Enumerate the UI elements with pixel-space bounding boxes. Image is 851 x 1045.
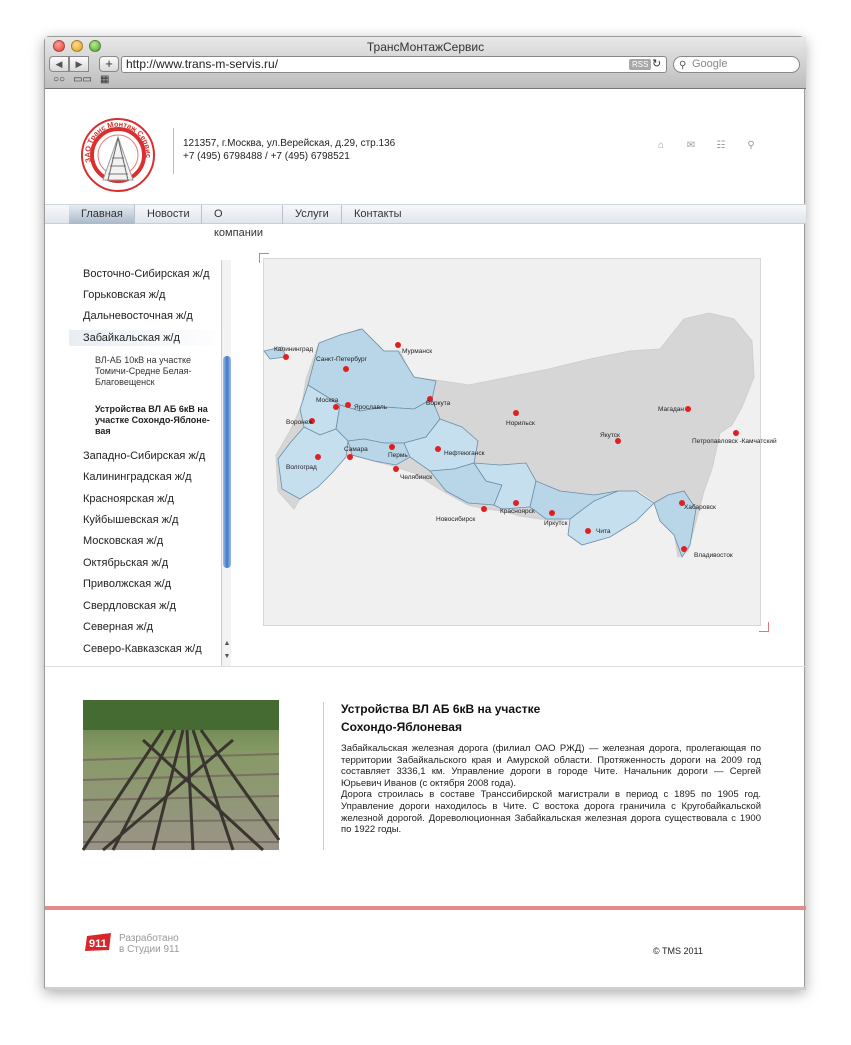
mail-icon[interactable]: ✉ (686, 140, 696, 151)
browser-toolbar (45, 37, 806, 89)
address-bar[interactable]: http://www.trans-m-servis.ru/ (121, 56, 667, 73)
city-label-spb: Санкт-Петербург (316, 356, 367, 363)
list-item[interactable]: Восточно-Сибирская ж/д (83, 268, 210, 280)
add-bookmark-button[interactable]: + (99, 56, 119, 72)
web-page (45, 90, 806, 990)
city-label-murmansk: Мурманск (402, 348, 433, 355)
article-title-line: Устройства ВЛ АБ 6кВ на участке (341, 702, 541, 716)
list-item[interactable]: Северная ж/д (83, 621, 154, 633)
city-label-krasnoyarsk: Красноярск (500, 508, 535, 515)
russia-map-svg[interactable] (264, 259, 777, 627)
city-label-norilsk: Норильск (506, 420, 535, 427)
city-label-kaliningrad: Калининград (274, 346, 314, 353)
list-item[interactable]: Приволжская ж/д (83, 578, 172, 590)
window-title: ТрансМонтажСервис (366, 40, 485, 54)
home-icon[interactable]: ⌂ (657, 140, 665, 151)
article-paragraph: Дорога строилась в составе Транссибирской магистрали в период с 1895 по 1905 год. Управление дороги находилось в Чите. С востока дорога граничила с Кругобайкальской железной дорогой. Дореволюционная Забайкальская железная дорога существовала с 1900 по 1922 годы. (341, 789, 761, 836)
svg-text:ЗАО Транс Монтаж Сервис: ЗАО Транс Монтаж Сервис (82, 119, 154, 164)
svg-text:911: 911 (89, 938, 107, 950)
city-label-chita: Чита (596, 528, 611, 535)
list-item[interactable]: Московская ж/д (83, 535, 164, 547)
city-label-volgograd: Волгоград (286, 464, 317, 471)
search-field[interactable] (673, 56, 800, 73)
list-item[interactable]: Дальневосточная ж/д (83, 310, 193, 322)
city-label-yaroslavl: Ярославль (354, 404, 388, 411)
header-icons (655, 140, 757, 151)
developer-credit-line: в Студии 911 (119, 944, 180, 955)
list-item[interactable]: Калининградская ж/д (83, 471, 192, 483)
sitemap-icon[interactable]: ☷ (716, 140, 726, 151)
railway-photo (83, 700, 279, 850)
city-label-moscow: Москва (316, 397, 339, 404)
city-label-voronezh: Воронеж (286, 419, 313, 426)
reload-icon[interactable]: ↻ (652, 58, 662, 70)
list-item[interactable]: Красноярская ж/д (83, 493, 174, 505)
sidebar-scrollbar[interactable] (221, 260, 231, 667)
rss-badge[interactable]: RSS (629, 59, 651, 70)
article-title (341, 700, 641, 736)
city-label-novosibirsk: Новосибирск (436, 516, 476, 523)
city-label-khabarovsk: Хабаровск (684, 504, 716, 511)
contact-info (183, 137, 395, 163)
menu-item-about[interactable]: О компании (202, 205, 283, 224)
bookmarks-bar (53, 74, 109, 85)
company-logo[interactable] (79, 116, 157, 194)
city-label-petropavlovsk: Петропавловск -Камчатский (692, 438, 777, 445)
menu-item-services[interactable]: Услуги (283, 205, 342, 224)
main-menu (45, 204, 806, 239)
search-icon[interactable]: ⚲ (747, 140, 755, 151)
developer-credit-line: Разработано (119, 933, 179, 944)
article-paragraph: Забайкальская железная дорога (филиал ОАО РЖД) — железная дорога, пролегающая по территории Забайкальского края и Амурской области. Протяженность дороги на 2009 год составляет 3336,1 км. Управление дороги в городе Чите. Начальник дороги — Сергей Юрьевич Иванов (с октября 2008 года). (341, 743, 761, 789)
history-buttons (49, 56, 89, 72)
book-icon[interactable]: ▭▭ (73, 74, 92, 85)
list-item[interactable]: Горьковская ж/д (83, 289, 166, 301)
search-placeholder: Google (692, 58, 728, 70)
article-title-line: Сохондо-Яблоневая (341, 720, 462, 734)
studio-911-logo[interactable] (85, 932, 113, 952)
scrollbar-thumb[interactable] (223, 356, 231, 568)
city-label-nefteyugansk: Нефтеюганск (444, 450, 485, 457)
city-label-perm: Пермь (388, 452, 408, 459)
city-label-magadan: Магадан (658, 406, 684, 413)
list-item[interactable]: Северо-Кавказская ж/д (83, 643, 202, 655)
window-bottom-bar (45, 987, 806, 990)
scroll-down-arrow[interactable]: ▼ (223, 653, 231, 660)
list-item[interactable]: Октябрьская ж/д (83, 557, 169, 569)
city-label-yakutsk: Якутск (600, 432, 620, 439)
railway-list (69, 260, 233, 668)
search-icon: ⚲ (679, 60, 687, 71)
reading-glasses-icon[interactable]: ○○ (53, 74, 66, 85)
sub-item-active[interactable]: Устройства ВЛ АБ 6кВ на участке Сохондо-Яблоне-вая (95, 404, 210, 436)
address-text: 121357, г.Москва, ул.Верейская, д.29, стр.136 (183, 138, 396, 149)
footer-accent-line (45, 906, 806, 910)
menu-item-news[interactable]: Новости (135, 205, 202, 224)
article-text (341, 743, 761, 836)
back-button[interactable]: ◀ (49, 56, 69, 72)
menu-item-contacts[interactable]: Контакты (354, 208, 402, 220)
menu-item-home[interactable]: Главная (69, 205, 135, 224)
city-label-vladivostok: Владивосток (694, 552, 733, 559)
browser-window (44, 36, 805, 989)
grid-icon[interactable]: ▦ (100, 74, 110, 85)
section-divider (45, 666, 806, 667)
content-divider (323, 702, 324, 850)
city-label-chelyabinsk: Челябинск (400, 474, 433, 481)
copyright: © TMS 2011 (653, 946, 703, 956)
scroll-up-arrow[interactable]: ▲ (223, 640, 231, 647)
forward-button[interactable]: ▶ (69, 56, 89, 72)
list-item[interactable]: Свердловская ж/д (83, 600, 176, 612)
city-label-samara: Самара (344, 446, 368, 453)
city-label-irkutsk: Иркутск (544, 520, 568, 527)
list-item[interactable]: Западно-Сибирская ж/д (83, 450, 206, 462)
sub-item[interactable]: ВЛ-АБ 10кВ на участке Томичи-Средне Белая-Благовещенск (95, 355, 192, 387)
region-far-east[interactable] (654, 491, 696, 557)
header-divider (173, 128, 174, 174)
developer-credit[interactable] (119, 933, 179, 955)
list-item-selected[interactable]: Забайкальская ж/д (69, 330, 229, 346)
city-label-vorkuta: Воркута (426, 400, 451, 407)
railway-map[interactable] (263, 258, 777, 626)
phone-text: +7 (495) 6798488 / +7 (495) 6798521 (183, 151, 350, 162)
list-item[interactable]: Куйбышевская ж/д (83, 514, 179, 526)
